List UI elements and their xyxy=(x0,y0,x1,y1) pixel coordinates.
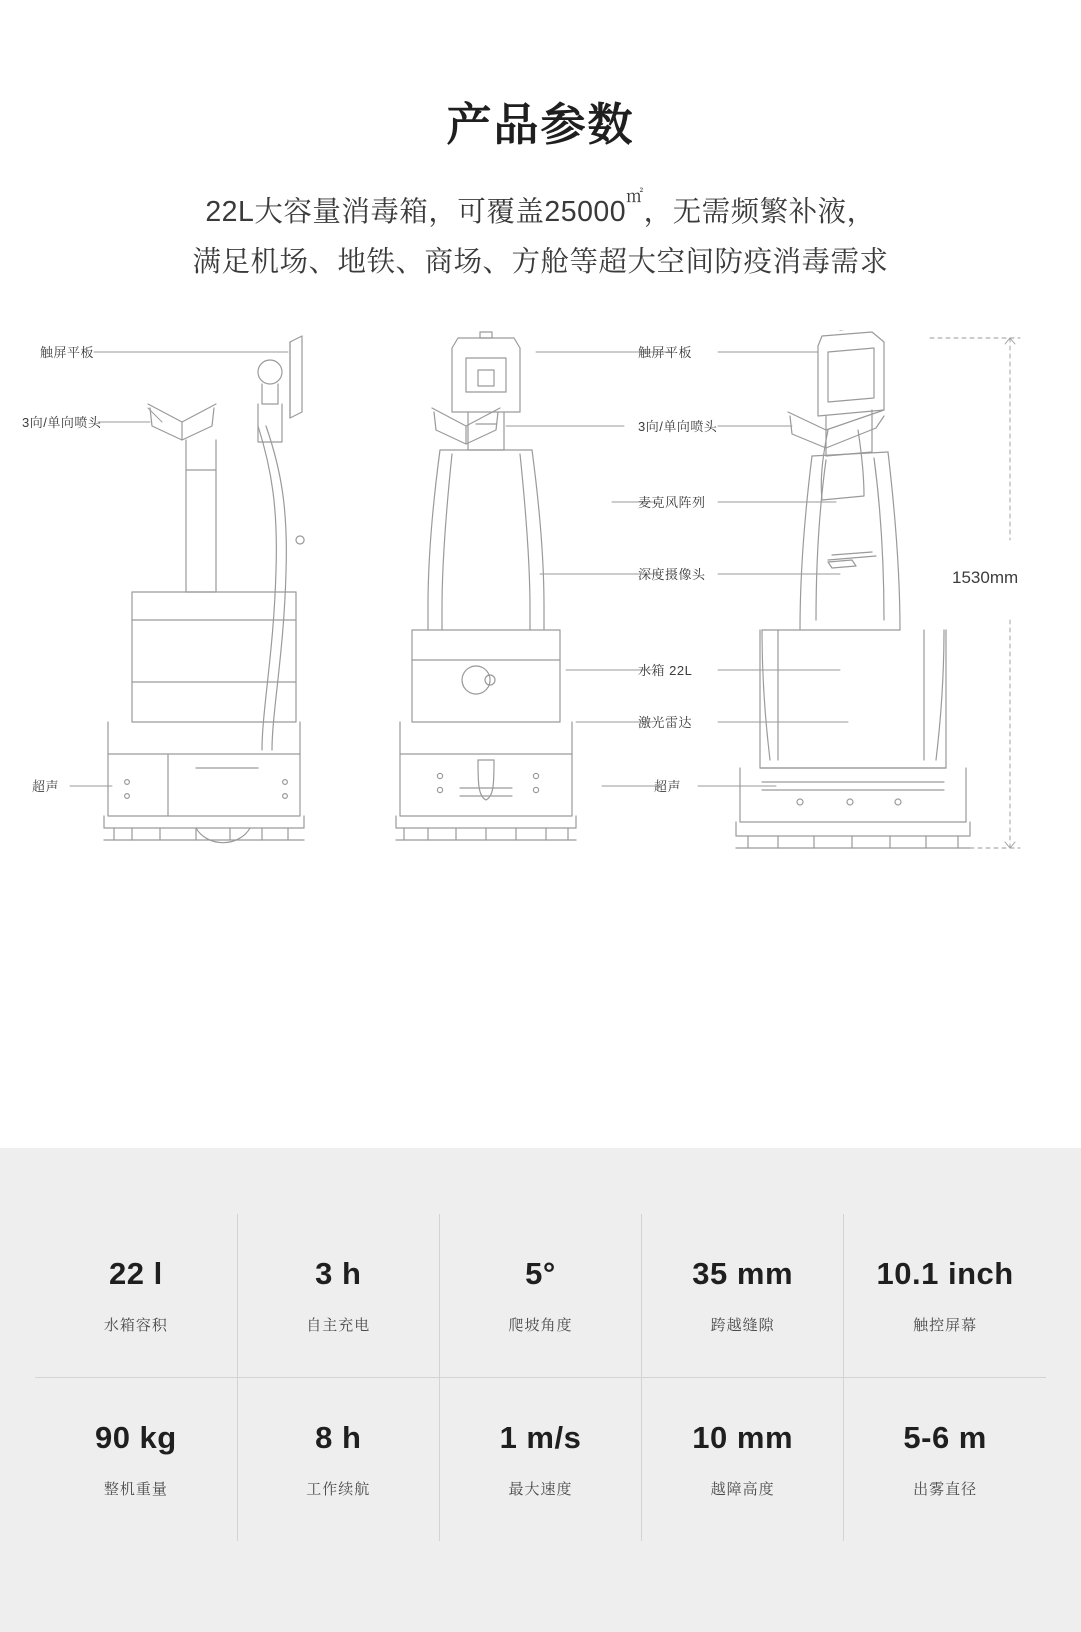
spec-label: 最大速度 xyxy=(508,1481,573,1498)
page-subtitle xyxy=(71,188,1011,288)
robot-diagram-svg xyxy=(0,330,1081,1040)
callout-mid-nozzle: 3向/单向喷头 xyxy=(638,418,718,434)
spec-value: 22 l xyxy=(108,1256,163,1291)
spec-label: 整机重量 xyxy=(103,1481,168,1498)
callout-mid-ultrasonic: 超声 xyxy=(654,778,682,794)
spec-value: 3 h xyxy=(315,1256,362,1291)
spec-cell-weight xyxy=(35,1378,237,1542)
spec-label: 越障高度 xyxy=(710,1481,775,1498)
callout-left-touchscreen: 触屏平板 xyxy=(40,344,95,360)
spec-cell-obstacle-height xyxy=(642,1378,844,1542)
page-header xyxy=(0,0,1081,288)
spec-label: 爬坡角度 xyxy=(508,1317,573,1334)
callout-mid-lidar: 激光雷达 xyxy=(638,714,693,730)
callout-left-nozzle: 3向/单向喷头 xyxy=(22,414,102,430)
spec-value: 5° xyxy=(525,1256,556,1291)
spec-cell-gap-crossing xyxy=(642,1214,844,1378)
subtitle-line2: 满足机场、地铁、商场、方舱等超大空间防疫消毒需求 xyxy=(192,245,889,278)
dimension-height-label: 1530mm xyxy=(952,567,1019,587)
subtitle-line1-head: 22L大容量消毒箱，可覆盖25000 xyxy=(205,196,627,228)
robot-diagram xyxy=(0,330,1081,1040)
robot-side-view xyxy=(104,336,304,843)
spec-label: 触控屏幕 xyxy=(913,1317,978,1334)
spec-cell-auto-charge xyxy=(237,1214,439,1378)
spec-cell-battery-life xyxy=(237,1378,439,1542)
spec-label: 出雾直径 xyxy=(913,1481,978,1498)
spec-value: 5-6 m xyxy=(903,1420,987,1455)
spec-label: 水箱容积 xyxy=(103,1317,168,1334)
callout-mid-water-tank: 水箱 22L xyxy=(638,662,693,678)
spec-table xyxy=(35,1214,1046,1541)
spec-band xyxy=(0,1148,1081,1632)
callout-mid-mic-array: 麦克风阵列 xyxy=(638,494,706,510)
spec-value: 10 mm xyxy=(692,1420,794,1455)
spec-value: 10.1 inch xyxy=(876,1256,1014,1291)
page-title: 产品参数 xyxy=(446,99,635,150)
callout-mid-touchscreen: 触屏平板 xyxy=(638,344,693,360)
callout-leader-lines xyxy=(70,352,848,786)
spec-row-1 xyxy=(35,1214,1046,1378)
spec-label: 自主充电 xyxy=(306,1317,371,1334)
spec-row-2 xyxy=(35,1378,1046,1542)
spec-value: 35 mm xyxy=(692,1256,794,1291)
spec-cell-climb-angle xyxy=(439,1214,641,1378)
spec-cell-water-capacity xyxy=(35,1214,237,1378)
spec-label: 跨越缝隙 xyxy=(710,1317,775,1334)
subtitle-unit: ㎡ xyxy=(626,187,644,206)
callout-left-ultrasonic: 超声 xyxy=(32,778,60,794)
robot-front-view xyxy=(396,332,576,840)
spec-cell-max-speed xyxy=(439,1378,641,1542)
spec-cell-spray-diameter xyxy=(844,1378,1046,1542)
spec-cell-touchscreen xyxy=(844,1214,1046,1378)
spec-value: 8 h xyxy=(315,1420,362,1455)
spec-value: 1 m/s xyxy=(499,1420,582,1455)
spec-label: 工作续航 xyxy=(306,1481,371,1498)
spec-value: 90 kg xyxy=(94,1420,177,1455)
callout-mid-depth-camera: 深度摄像头 xyxy=(638,566,706,582)
robot-perspective-view xyxy=(736,330,970,848)
subtitle-line1-tail: ，无需频繁补液， xyxy=(643,196,876,228)
dimension-line xyxy=(930,338,1020,848)
